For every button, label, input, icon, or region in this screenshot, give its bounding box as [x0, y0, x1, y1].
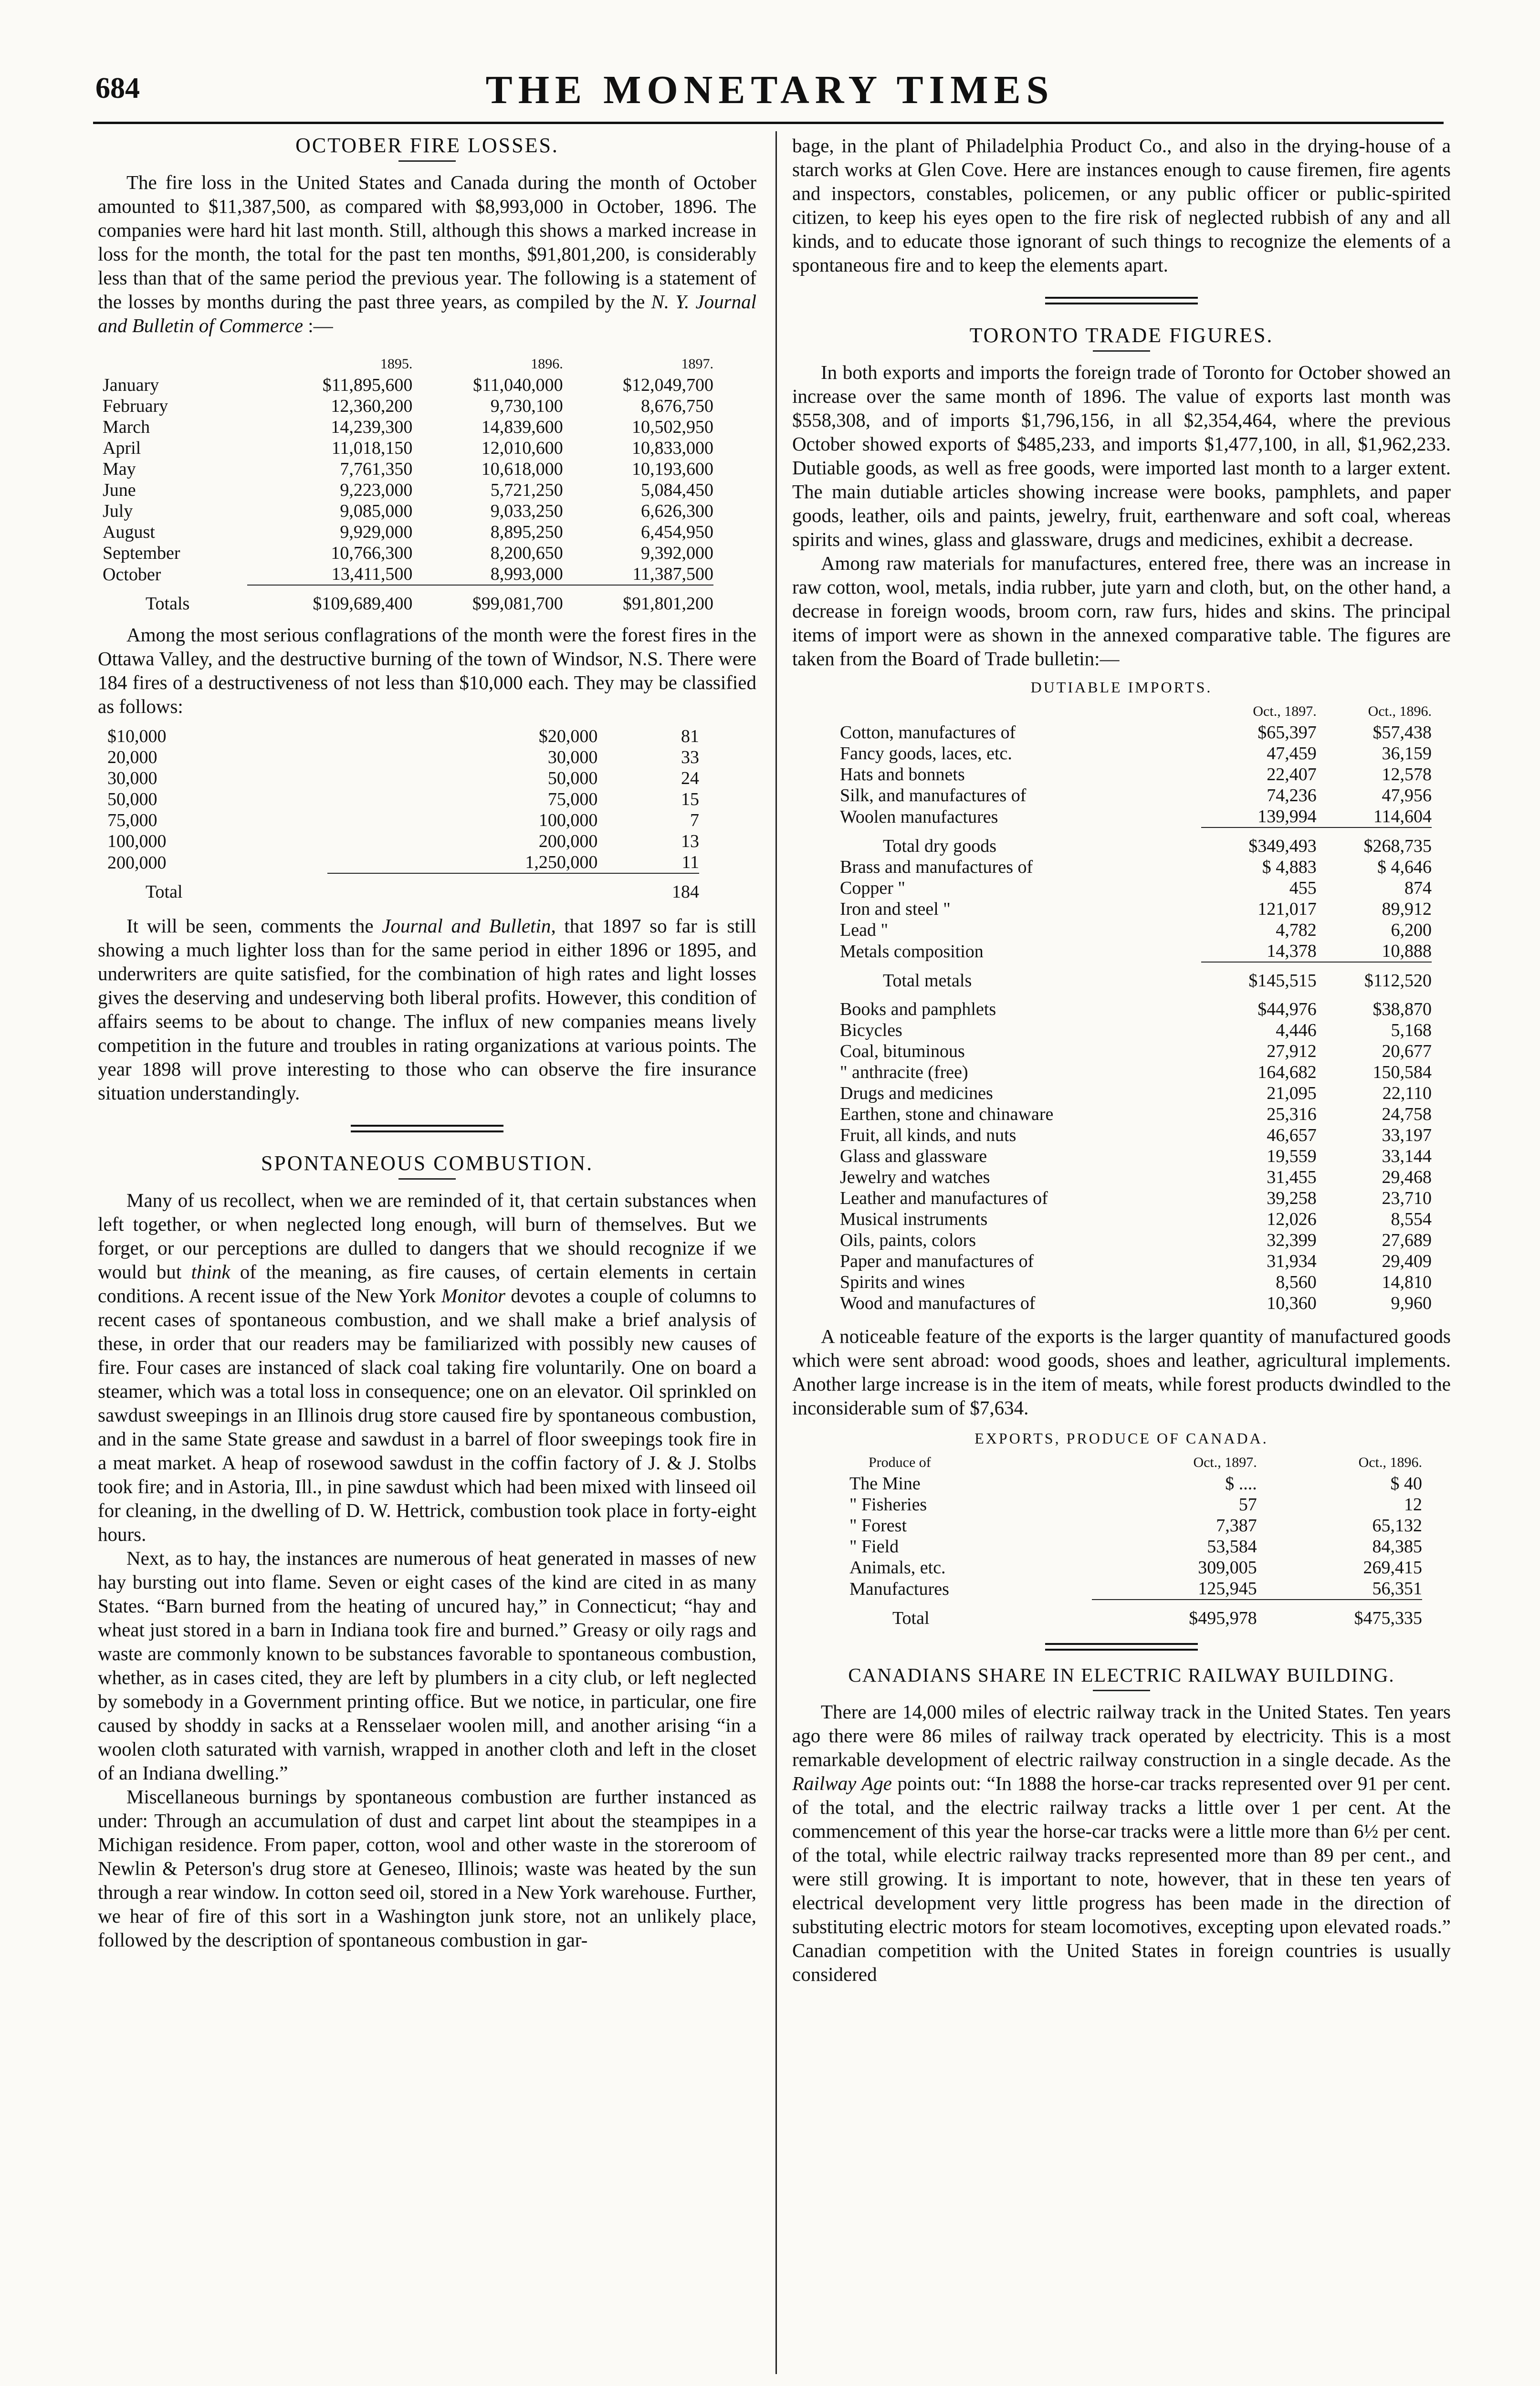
range-row: 20,000 30,000 33 [107, 747, 699, 767]
toronto-paragraph-1: In both exports and imports the foreign trade of Toronto for October showed an increase over the same month of 1896. The value of exports last month was $558,308, and of imports $1,796,156, in all $2,354,464, where the previous October showed exports of $485,233, and imports $1,477,100, in all, $1,962,233. Dutiable goods, as well as free goods, were imported last month to a larger extent. The main dutiable articles showing increase were books, pamphlets, and paper goods, leather, oils and paints, jewelry, fruit, earthenware and soft coal, whereas spirits and wines, glass and glassware, drugs and medicines, exhibit a decrease. [792, 361, 1451, 550]
month-row: January $11,895,600 $11,040,000 $12,049,700 [103, 375, 713, 395]
total-metals-row: Total metals $145,515 $112,520 [883, 970, 1432, 991]
header-rule [93, 122, 1444, 124]
month-row: August 9,929,000 8,895,250 6,454,950 [103, 522, 713, 542]
import-row: Glass and glassware 19,559 33,144 [840, 1146, 1432, 1166]
import-row: Oils, paints, colors 32,399 27,689 [840, 1230, 1432, 1250]
imports-title: DUTIABLE IMPORTS. [1030, 679, 1213, 696]
electric-paragraph-1: There are 14,000 miles of electric railway track in the United States. Ten years ago there were 86 miles of railway track operated by electricity. This is a most remarkable development of electric railway construction in a single decade. As the Railway Age points out: “In 1888 the horse-car tracks represented over 91 per cent. of the total, and the electric railway tracks a little over 1 per cent. At the commencement of this year the horse-car tracks were a little more than 6½ per cent. of the total, while electric railway tracks represented more than 89 per cent., and were still growing. It is important to note, however, that in these ten years of electrical development very little progress has been made in the direction of substituting electric motors for steam locomotives, excepting upon elevated roads.” Canadian competition with the United States in foreign countries is usually considered [792, 1701, 1451, 1985]
month-row: February 12,360,200 9,730,100 8,676,750 [103, 396, 713, 416]
electric-railway-title: CANADIANS SHARE IN ELECTRIC RAILWAY BUILDING. [848, 1664, 1395, 1686]
month-row: April 11,018,150 12,010,600 10,833,000 [103, 438, 713, 458]
total-dry-goods-row: Total dry goods $349,493 $268,735 [883, 836, 1432, 856]
left-column [98, 134, 756, 1952]
title-dash [398, 1178, 456, 1180]
range-row: $10,000 $20,000 81 [107, 726, 699, 746]
month-row: September 10,766,300 8,200,650 9,392,000 [103, 543, 713, 563]
toronto-paragraph-2: Among raw materials for manufactures, entered free, there was an increase in raw cotton, wool, metals, india rubber, jute yarn and cloth, but, on the other hand, a decrease in foreign woods, broom corn, raw furs, hides and skins. The principal items of import were as shown in the annexed comparative table. The figures are taken from the Board of Trade bulletin:— [792, 552, 1451, 670]
import-row: Lead " 4,782 6,200 [840, 920, 1432, 940]
import-row: Fruit, all kinds, and nuts 46,657 33,197 [840, 1125, 1432, 1145]
source-name: N. Y. Journal and Bulletin of Commerce [98, 291, 756, 336]
spontaneous-continued: bage, in the plant of Philadelphia Product Co., and also in the drying-house of a starch works at Glen Cove. Here are instances enough to cause firemen, fire agents and inspectors, constables, policemen, or any public officer or public-spirited citizen, to keep his eyes open to the fire risk of neglected rubbish of any and all kinds, and to educate those ignorant of such things to recognize the elements of a spontaneous fire and to keep the elements apart. [792, 135, 1451, 276]
import-row: Books and pamphlets $44,976 $38,870 [840, 999, 1432, 1019]
import-row: Fancy goods, laces, etc. 47,459 36,159 [840, 743, 1432, 764]
import-row: Spirits and wines 8,560 14,810 [840, 1272, 1432, 1292]
year-1897: 1897. [681, 356, 713, 372]
month-row: March 14,239,300 14,839,600 10,502,950 [103, 417, 713, 437]
import-row: Silk, and manufactures of 74,236 47,956 [840, 785, 1432, 806]
spontaneous-paragraph-3: Miscellaneous burnings by spontaneous combustion are further instanced as under: Through an accumulation of dust and carpet lint about the steampipes in a Michigan residence. From paper, cotton, wool and other waste in the storeroom of Newlin & Peterson's drug store at Geneseo, Illinois; waste was heated by the sun through a rear window. In cotton seed oil, stored in a New York warehouse. Further, we hear of fire of this sort in a Washington junk store, not an unlikely place, followed by the description of spontaneous combustion in gar- [98, 1786, 756, 1951]
page-number: 684 [95, 72, 140, 105]
section-double-rule [1045, 297, 1198, 304]
range-row: 30,000 50,000 24 [107, 768, 699, 788]
page-header [0, 57, 1540, 129]
toronto-title: TORONTO TRADE FIGURES. [969, 324, 1274, 347]
toronto-paragraph-3: A noticeable feature of the exports is the larger quantity of manufactured goods which were sent abroad: wood goods, shoes and leather, agricultural implements. Another large increase is in the item of meats, while forest products dwindled to the inconsiderable sum of $7,634. [792, 1325, 1451, 1419]
import-row: Earthen, stone and chinaware 25,316 24,758 [840, 1104, 1432, 1124]
range-total-row: Total 184 [146, 882, 699, 902]
import-row: Hats and bonnets 22,407 12,578 [840, 764, 1432, 785]
fire-paragraph-1: The fire loss in the United States and Canada during the month of October amounted to $11,387,500, as compared with $8,993,000 in October, 1896. The companies were hard hit last month. Still, although this shows a marked increase in loss for the month, the total for the past ten months, $91,801,200, is considerably less than that of the same period the previous year. The following is a statement of the losses by months during the past three years, as compiled by the N. Y. Journal and Bulletin of Commerce :— [98, 171, 756, 336]
title-dash [398, 160, 456, 162]
spontaneous-paragraph-2: Next, as to hay, the instances are numerous of heat generated in masses of new hay bursting out into flame. Seven or eight cases of the kind are cited in as many States. “Barn burned from the heating of uncured hay,” in Connecticut; “hay and wheat just stored in a barn in Indiana took fire and burned.” Greasy or oily rags and waste are commonly known to be substances favorable to spontaneous combustion, whether, as in cases cited, they are left by plumbers in a city club, or left neglected by somebody in a Government printing office. But we notice, in particular, one fire caused by shoddy in sacks at a Rensselaer woolen mill, and another arising “in a woolen cloth saturated with varnish, wrapped in another cloth and left in the closet of an Indiana dwelling.” [98, 1547, 756, 1784]
export-row: The Mine $ .... $ 40 [849, 1474, 1422, 1494]
fire-totals-row: Totals $109,689,400 $99,081,700 $91,801,200 [146, 593, 713, 614]
import-row: " anthracite (free) 164,682 150,584 [840, 1062, 1432, 1082]
imports-table: Oct., 1897. Oct., 1896. Cotton, manufactures of $65,397 $57,438 Fancy goods, laces, etc. 47,459 36,159 Hats and bonnets 22,407 12,578 Silk, and manufactures of 74,236 47,956 Woolen manufactures 139,994 114,604 Total dry goods $349,493 $268,735 Brass and manufactures of $ 4,883 $ 4,646 Copper " 455 874 Iron and steel " 121,017 89,912 Lead " 4,782 6,200 Metals composition 14,378 10,888 Total metals $145,515 $112,520 Books and pamphlets $44,976 $38,870 Bicycles 4,446 5,168 Coal, bituminous 27,912 20,677 " anthracite (free) 164,682 150,584 Drugs and medicines 21,095 22,110 Earthen, stone and chinaware 25,316 24,758 Fruit, all kinds, and nuts 46,657 33,197 Glass and glassware 19,559 33,144 Jewelry and watches 31,455 29,468 Leather and manufactures of 39,258 23,710 Musical instruments 12,026 8,554 Oils, paints, colors 32,399 27,689 Paper and manufactures of 31,934 29,409 Spirits and wines 8,560 14,810 Wood and manufactures of 10,360 9,960 [840, 703, 1432, 1313]
import-row: Cotton, manufactures of $65,397 $57,438 [840, 722, 1432, 743]
import-row: Drugs and medicines 21,095 22,110 [840, 1083, 1432, 1103]
exports-total-row: Total $495,978 $475,335 [892, 1608, 1422, 1628]
import-row: Wood and manufactures of 10,360 9,960 [840, 1293, 1432, 1313]
export-row: Manufactures 125,945 56,351 [849, 1579, 1422, 1599]
fire-paragraph-2: Among the most serious conflagrations of the month were the forest fires in the Ottawa Valley, and the destructive burning of the town of Windsor, N.S. There were 184 fires of a destructiveness of not less than $10,000 each. They may be classified as follows: [98, 624, 756, 717]
import-row: Leather and manufactures of 39,258 23,710 [840, 1188, 1432, 1208]
right-column [792, 134, 1451, 1986]
title-dash [1093, 1690, 1150, 1691]
fire-range-table [107, 726, 699, 902]
title-dash [1093, 350, 1150, 352]
import-row: Paper and manufactures of 31,934 29,409 [840, 1251, 1432, 1271]
exports-title: EXPORTS, PRODUCE OF CANADA. [974, 1430, 1268, 1447]
month-row: July 9,085,000 9,033,250 6,626,300 [103, 501, 713, 521]
import-row: Copper " 455 874 [840, 878, 1432, 898]
import-row: Jewelry and watches 31,455 29,468 [840, 1167, 1432, 1187]
export-row: Animals, etc. 309,005 269,415 [849, 1558, 1422, 1578]
range-row: 200,000 1,250,000 11 [107, 852, 699, 873]
export-row: " Field 53,584 84,385 [849, 1537, 1422, 1557]
month-row: June 9,223,000 5,721,250 5,084,450 [103, 480, 713, 500]
import-row: Brass and manufactures of $ 4,883 $ 4,646 [840, 857, 1432, 877]
fire-paragraph-3: It will be seen, comments the Journal and Bulletin, that 1897 so far is still showing a much lighter loss than for the same period in either 1896 or 1895, and underwriters are quite satisfied, for the combination of high rates and light losses gives the deserving and undeserving both liberal profits. However, this condition of affairs seems to be about to change. The influx of new companies means lively competition in the future and troubles in rating organizations at various points. The year 1898 will prove interesting to those who can observe the fire insurance situation understandingly. [98, 915, 756, 1104]
import-row: Musical instruments 12,026 8,554 [840, 1209, 1432, 1229]
import-row: Woolen manufactures 139,994 114,604 [840, 806, 1432, 827]
range-row: 50,000 75,000 15 [107, 789, 699, 809]
column-divider [775, 131, 777, 2374]
month-row: May 7,761,350 10,618,000 10,193,600 [103, 459, 713, 479]
month-row: October 13,411,500 8,993,000 11,387,500 [103, 564, 713, 585]
exports-table: Produce of Oct., 1897. Oct., 1896. The Mine $ .... $ 40 " Fisheries 57 12 " Forest 7,387 65,132 " Field 53,584 84,385 Animals, etc. 309,005 269,415 Manufactures 125,945 56,351 Total $495,978 $475,335 [849, 1455, 1422, 1628]
masthead: THE MONETARY TIMES [485, 68, 1055, 112]
export-row: " Fisheries 57 12 [849, 1495, 1422, 1515]
year-1896: 1896. [531, 356, 563, 372]
section-double-rule [1045, 1643, 1198, 1651]
range-row: 75,000 100,000 7 [107, 810, 699, 830]
spontaneous-paragraph-1: Many of us recollect, when we are reminded of it, that certain substances when left together, or when neglected long enough, will burn of themselves. But we forget, or our perceptions are dulled to dangers that we should recognize if we would but think of the meaning, as fire causes, of certain elements in certain conditions. A recent issue of the New York Monitor devotes a couple of columns to recent cases of spontaneous combustion, and we shall make a brief analysis of these, in order that our readers may be familiarized with possibly new causes of fire. Four cases are instanced of slack coal taking fire voluntarily. One on board a steamer, which was a total loss in consequence; one on an elevator. Oil sprinkled on sawdust sweepings in an Illinois drug store caused fire by spontaneous combustion, and in the same State grease and sawdust in a barrel of floor sweepings took fire in a meat market. A heap of rosewood sawdust in the coffin factory of J. & J. Stolbs took fire; and in Astoria, Ill., in pine sawdust which had been mixed with linseed oil for cleaning, in the dwelling of D. W. Hettrick, combustion took place in forty-eight hours. [98, 1189, 757, 1545]
import-row: Metals composition 14,378 10,888 [840, 941, 1432, 962]
import-row: Bicycles 4,446 5,168 [840, 1020, 1432, 1040]
fire-losses-title: OCTOBER FIRE LOSSES. [295, 134, 559, 157]
import-row: Iron and steel " 121,017 89,912 [840, 899, 1432, 919]
export-row: " Forest 7,387 65,132 [849, 1516, 1422, 1536]
section-double-rule [351, 1125, 503, 1132]
spontaneous-title: SPONTANEOUS COMBUSTION. [261, 1151, 594, 1175]
import-row: Coal, bituminous 27,912 20,677 [840, 1041, 1432, 1061]
range-row: 100,000 200,000 13 [107, 831, 699, 851]
year-1895: 1895. [380, 356, 413, 372]
fire-loss-table [103, 354, 713, 614]
